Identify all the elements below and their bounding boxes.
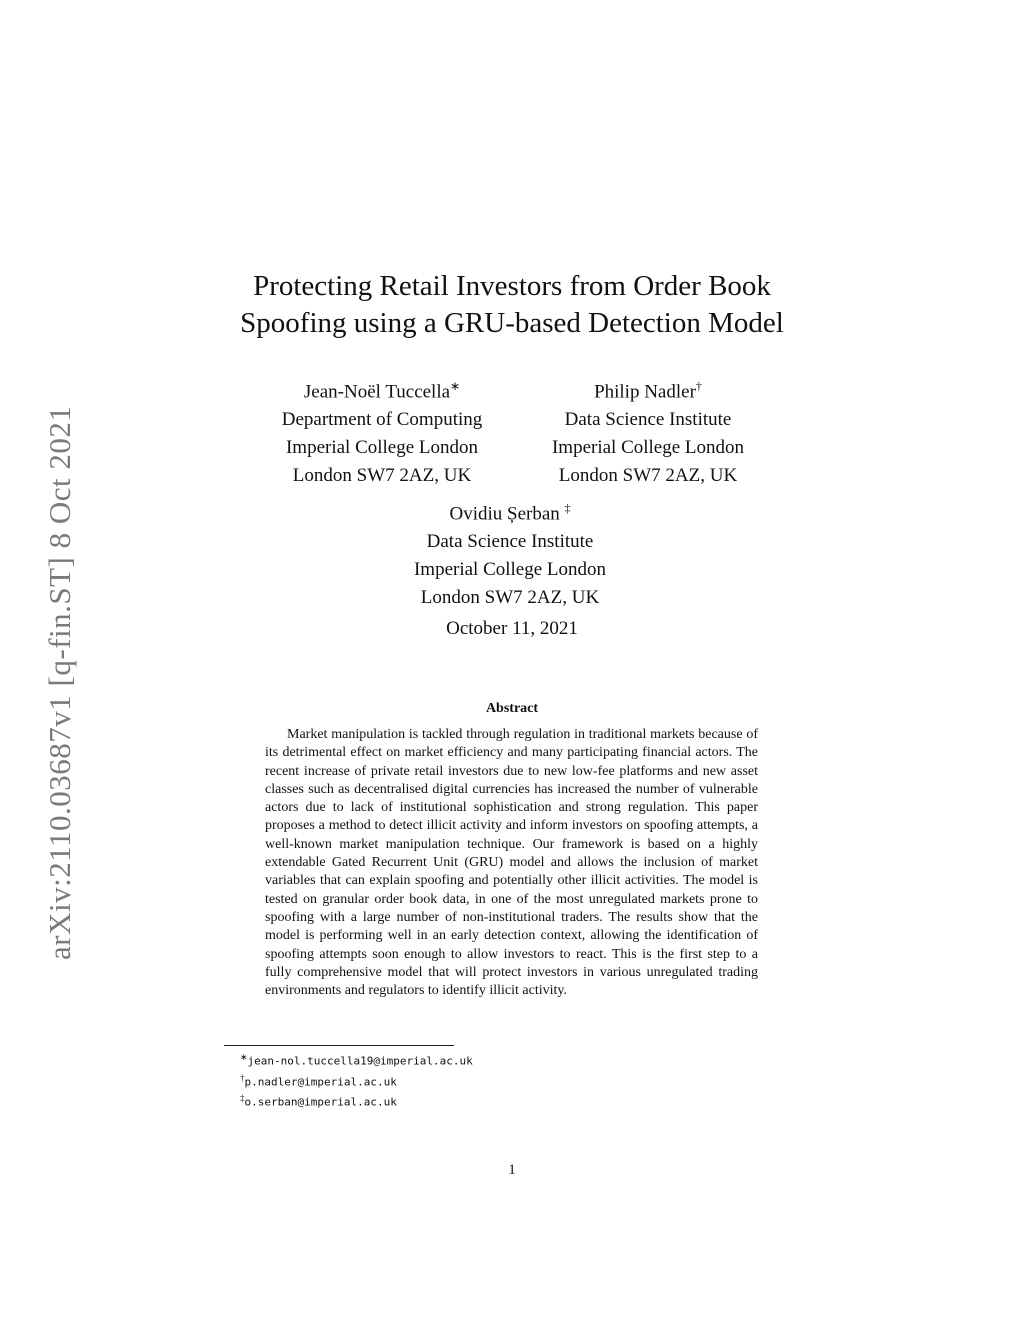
author-name: Jean-Noël Tuccella: [303, 381, 451, 403]
publication-date: October 11, 2021: [446, 618, 578, 639]
author-institution: Imperial College London: [413, 559, 607, 581]
paper-title: [150, 268, 874, 342]
footnote-item: [240, 1070, 640, 1091]
title-line-2: Spoofing using a GRU-based Detection Model: [240, 307, 784, 339]
author-footnote-mark: ‡: [564, 501, 571, 515]
footnote-item: [240, 1049, 640, 1070]
page-number: 1: [508, 1162, 516, 1178]
author-address: London SW7 2AZ, UK: [420, 587, 600, 609]
author-institution: Imperial College London: [285, 437, 479, 459]
arxiv-identifier: arXiv:2110.03687v1 [q-fin.ST] 8 Oct 2021: [42, 405, 77, 960]
author-footnote-mark: ∗: [450, 379, 461, 393]
footnote-mark: ∗: [240, 1052, 248, 1062]
title-line-1: Protecting Retail Investors from Order Book: [253, 270, 771, 302]
author-department: Department of Computing: [281, 409, 483, 431]
footnote-mark: ‡: [240, 1093, 245, 1104]
author-department: Data Science Institute: [426, 531, 594, 553]
author-institution: Imperial College London: [551, 437, 745, 459]
author-name: Philip Nadler: [594, 381, 696, 403]
footnote-email[interactable]: o.serban@imperial.ac.uk: [244, 1095, 397, 1109]
footnote-item: [240, 1090, 640, 1111]
author-footnote-mark: †: [695, 379, 702, 393]
author-name: Ovidiu Șerban: [449, 503, 565, 525]
author-department: Data Science Institute: [564, 409, 732, 431]
footnote-email[interactable]: p.nadler@imperial.ac.uk: [244, 1075, 397, 1089]
author-block-1: [262, 372, 502, 490]
author-address: London SW7 2AZ, UK: [558, 465, 738, 487]
author-address: London SW7 2AZ, UK: [292, 465, 472, 487]
abstract-heading: Abstract: [485, 701, 539, 716]
footnote-divider: [224, 1045, 454, 1046]
author-block-3: [390, 494, 630, 612]
footnote-email[interactable]: jean-nol.tuccella19@imperial.ac.uk: [247, 1054, 473, 1068]
abstract-text: Market manipulation is tackled through regulation in traditional markets because of its detrimental effect on market efficiency and many participating financial actors. The recent increase of private retail investors due to new low-fee platforms and new asset classes such as decentralised digital currencies has increased the number of vulnerable actors due to lack of institutional sophistication and strong regulation. This paper proposes a method to detect illicit activity and inform investors on spoofing attempts, a well-known market manipulation technique. Our framework is based on a highly extendable Gated Recurrent Unit (GRU) model and allows the inclusion of market variables that can explain spoofing and potentially other illicit activities. The model is tested on granular order book data, in one of the most unregulated markets prone to spoofing with a large number of non-institutional traders. The results show that the model is performing well in an early detection context, allowing the identification of spoofing attempts soon enough to allow investors to react. This is the first step to a fully comprehensive model that will protect investors in various unregulated trading environments and regulators to identify illicit activity.: [265, 727, 758, 999]
footnotes: [240, 1049, 640, 1111]
author-block-2: [528, 372, 768, 490]
footnote-mark: †: [240, 1072, 245, 1083]
